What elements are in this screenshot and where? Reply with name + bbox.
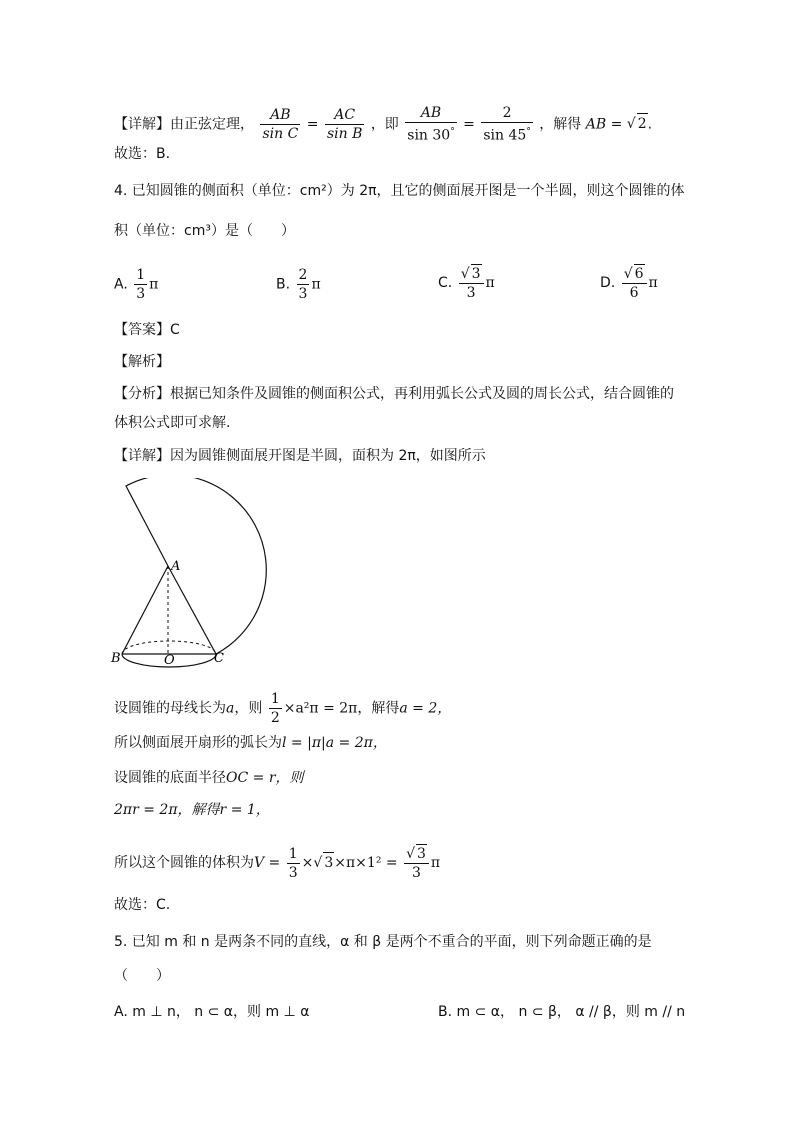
- q4-choose: 故选：C.: [114, 897, 171, 913]
- fraction: $\frac{2}{3}$: [298, 267, 308, 302]
- q4-detail-line: [114, 446, 486, 466]
- pi: π: [485, 275, 495, 291]
- label-b: B: [111, 651, 121, 666]
- step-2: [114, 733, 387, 753]
- pi: π: [149, 276, 159, 293]
- step-text: ，则: [234, 700, 263, 717]
- step-text: 所以侧面展开扇形的弧长为: [114, 735, 282, 751]
- step-expr: l = |π|a = 2π，: [282, 735, 387, 751]
- times: ×: [301, 855, 314, 871]
- result-lhs: AB: [585, 116, 607, 133]
- q5-stem-line2: （ ）: [114, 968, 170, 984]
- fraction-ac-sinb: $\frac{AC}{\text{sin B}}$: [326, 106, 363, 142]
- fraction-ab-sinc: $\frac{AB}{\text{sin C}}$: [262, 106, 299, 142]
- step-expr: ×π×1² =: [334, 855, 398, 871]
- semicircle-arc: [126, 478, 266, 654]
- step-expr: OC = r，则: [226, 770, 304, 786]
- label-o: O: [164, 653, 175, 668]
- jiede-text: ，解得: [539, 116, 582, 133]
- step-result: a = 2，: [399, 700, 452, 717]
- step-text: 设圆锥的底面半径: [114, 770, 226, 786]
- equals-sign: =: [306, 116, 319, 133]
- pi: π: [648, 275, 658, 291]
- pi: π: [311, 276, 321, 293]
- fraction: $\frac{1}{3}$: [136, 267, 146, 302]
- detail-intro: 由正弦定理，: [170, 116, 254, 133]
- fraction-2-sin45: $\frac{2}{\sin 45^\circ}$: [483, 105, 531, 144]
- step-result: r = 1，: [219, 802, 270, 818]
- q4-option-c: [438, 264, 495, 302]
- q4-option-d: [600, 264, 658, 302]
- q4-stem-line2: 积（单位：cm³）是（ ）: [114, 223, 295, 239]
- cone-unfolding-figure: [110, 478, 280, 670]
- option-label: B.: [276, 276, 291, 293]
- q4-answer: [114, 320, 180, 340]
- q5-stem-line1: 5. 已知 m 和 n 是两条不同的直线，α 和 β 是两个不重合的平面，则下列命题正确的是: [114, 934, 652, 950]
- q5-option-b: B. m ⊂ α， n ⊂ β， α // β，则 m // n: [438, 1004, 686, 1020]
- fraction-ab-sin30: $\frac{AB}{\sin 30^\circ}$: [407, 105, 455, 144]
- q4-fenxi-line2: 体积公式即可求解.: [114, 415, 231, 431]
- sqrt-2: √ 2: [627, 116, 648, 132]
- ji-text: ，即: [370, 116, 399, 133]
- fraction: $\frac{√ 3}{3}$: [459, 264, 484, 302]
- answer-tag: 【答案】: [114, 322, 170, 338]
- detail-tag: 【详解】: [114, 448, 170, 464]
- var-v: V =: [254, 855, 281, 871]
- step-expr: 2πr = 2π，解得: [114, 802, 220, 818]
- label-c: C: [214, 651, 224, 666]
- q4-stem-line1: 4. 已知圆锥的侧面积（单位：cm²）为 2π，且它的侧面展开图是一个半圆，则这个圆锥的体: [114, 183, 685, 199]
- step-text: 设圆锥的母线长为: [114, 700, 226, 717]
- fraction-third: $\frac{1}{3}$: [288, 845, 298, 881]
- fenxi-text: 根据已知条件及圆锥的侧面积公式，再利用弧长公式及圆的周长公式，结合圆锥的: [170, 386, 674, 402]
- equals-sign: =: [463, 116, 475, 133]
- option-label: A.: [114, 276, 128, 293]
- option-label: C.: [438, 275, 453, 291]
- fenxi-tag: 【分析】: [114, 386, 170, 402]
- q4-analysis-tag: 【解析】: [114, 354, 170, 370]
- q4-option-a: [114, 266, 158, 303]
- fraction: $\frac{√ 6}{6}$: [622, 264, 647, 302]
- step-1: [114, 690, 451, 727]
- fraction-half: $\frac{1}{2}$: [270, 691, 280, 726]
- period: .: [647, 116, 653, 133]
- option-label: D.: [600, 275, 616, 291]
- step-5: [114, 844, 440, 882]
- step-expr: ×a²π = 2π，解得: [283, 700, 400, 717]
- q3-detail-line: [114, 104, 652, 145]
- pi: π: [430, 855, 441, 871]
- step-text: 所以这个圆锥的体积为: [114, 855, 254, 871]
- q4-option-b: [276, 266, 321, 303]
- var-a: a: [226, 700, 235, 717]
- step-4: [114, 800, 270, 820]
- detail-text: 因为圆锥侧面展开图是半圆，面积为 2π，如图所示: [170, 448, 486, 464]
- sqrt-3: √ 3: [313, 855, 334, 871]
- fraction-result: $\frac{√ 3}{3}$: [404, 844, 429, 882]
- label-a: A: [171, 559, 181, 574]
- step-3: [114, 768, 304, 788]
- q3-choose: 故选：B.: [114, 146, 171, 162]
- answer-value: C: [170, 322, 180, 338]
- q4-fenxi-line1: [114, 384, 674, 404]
- equals-sign: =: [610, 116, 623, 133]
- detail-tag: 【详解】: [114, 116, 170, 133]
- q5-option-a: A. m ⊥ n， n ⊂ α，则 m ⊥ α: [114, 1004, 310, 1020]
